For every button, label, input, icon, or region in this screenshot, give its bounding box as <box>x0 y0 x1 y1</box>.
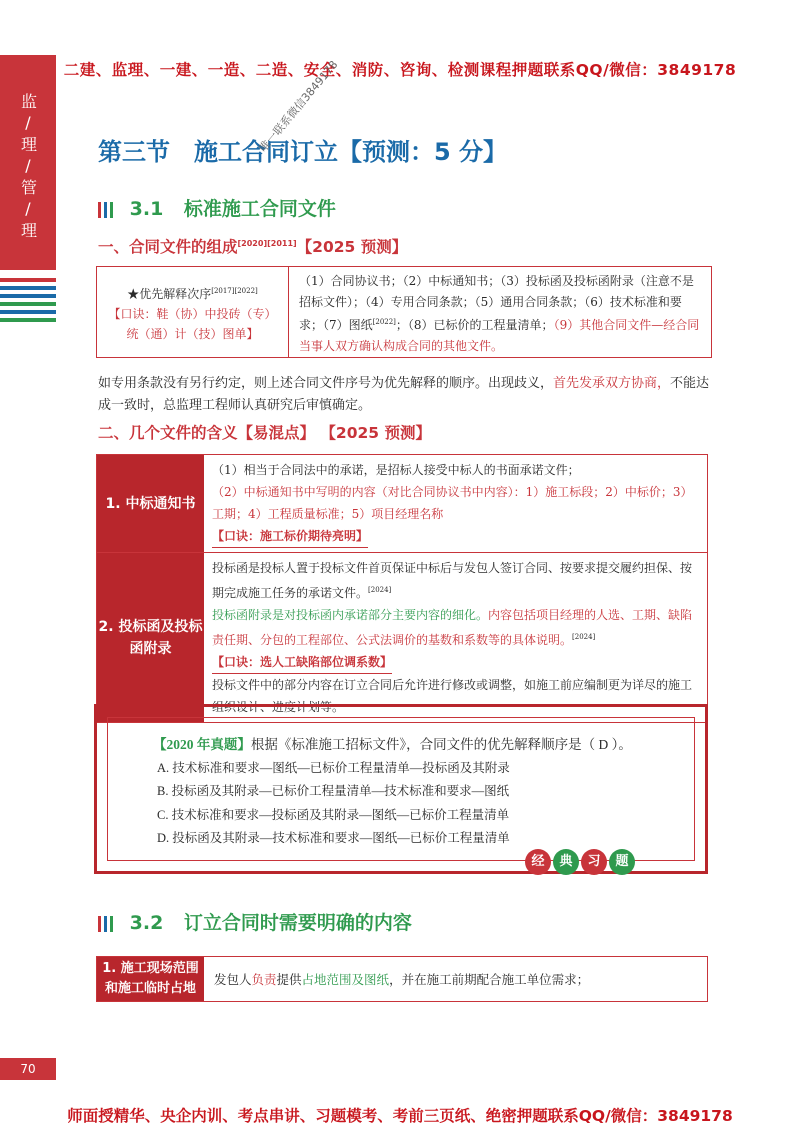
bars-icon <box>98 916 113 932</box>
subsection-title: 标准施工合同文件 <box>183 198 336 220</box>
subsection-title: 订立合同时需要明确的内容 <box>183 912 412 934</box>
content-text: 发包人 <box>214 972 252 987</box>
heading-doc-meanings <box>98 421 431 443</box>
side-chapter-tab: 监/理/管/理 <box>0 55 56 270</box>
exam-question-text: 根据《标准施工招标文件》，合同文件的优先解释顺序是（ D ）。 <box>250 737 632 752</box>
option-a: A. 技术标准和要求—图纸—已标价工程量清单—投标函及其附录 <box>157 760 510 775</box>
stripe <box>0 286 56 290</box>
stripe <box>0 294 56 298</box>
docs-list-text: （1）合同协议书；（2）中标通知书；（3）投标函及投标函附录（注意不是招标文件）；（4）专用合同条款；（5）通用合同条款；（6）技术标准和要求；（7）图纸 <box>299 274 694 332</box>
para-highlight: 首先发承双方协商， <box>553 375 671 390</box>
bottom-banner: 师面授精华、央企内训、考点串讲、习题模考、考前三页纸、绝密押题联系QQ/微信：3849178 <box>67 1107 733 1125</box>
stripe <box>0 302 56 306</box>
year-refs: [2020][2011] <box>237 238 297 248</box>
row-label: 2. 投标函及投标函附录 <box>97 553 204 722</box>
stripe <box>0 278 56 282</box>
year-ref: [2024] <box>572 633 596 641</box>
badge-char: 经 <box>525 849 551 875</box>
docs-list-cell <box>289 267 711 357</box>
para-text: 如专用条款没有另行约定，则上述合同文件序号为优先解释的顺序。出现歧义， <box>98 375 554 390</box>
badge-char: 典 <box>553 849 579 875</box>
bars-icon <box>98 202 113 218</box>
docs-list-text: ；（8）已标价的工程量清单； <box>395 318 554 332</box>
year-ref: [2022] <box>372 318 396 326</box>
content-highlight: 占地范围及图纸 <box>301 972 390 987</box>
content-line: （2）中标通知书中写明的内容（对比合同协议书中内容）：1）施工标段；2）中标价；3）工期；4）工程质量标准；5）项目经理名称 <box>212 485 693 521</box>
content-line: 投标函是投标人置于投标文件首页保证中标后与发包人签订合同、按要求提交履约担保、按期完成施工任务的承诺文件。 <box>212 561 693 600</box>
content-highlight: 负责 <box>251 972 277 987</box>
doc-meanings-table <box>96 454 708 723</box>
content-line: 投标文件中的部分内容在订立合同后允许进行修改或调整，如施工前应编制更为详尽的施工组织设计、进度计划等。 <box>212 678 693 714</box>
content-line: （1）相当于合同法中的承诺，是招标人接受中标人的书面承诺文件； <box>212 463 580 477</box>
subsection-number: 3.2 <box>129 912 164 934</box>
para-text: 不能达成一致时，总监理工程师认真研究后审慎确定。 <box>98 375 710 412</box>
year-ref: [2024] <box>368 586 392 594</box>
heading-text: 二、几个文件的含义【易混点】 <box>98 424 316 442</box>
contract-docs-table <box>96 266 712 358</box>
content-text: ，并在施工前期配合施工单位需求； <box>389 972 590 987</box>
content-highlight: 投标函附录是对投标函内承诺部分主要内容的细化。 <box>212 608 489 622</box>
row-label: 1. 施工现场范围和施工临时占地 <box>97 957 204 1001</box>
exam-question <box>153 733 683 851</box>
row-content <box>204 957 707 1001</box>
mnemonic-line: 统（通）计（技）图单】 <box>126 326 259 341</box>
priority-paragraph <box>98 372 718 416</box>
row-content <box>204 455 707 552</box>
option-b: B. 投标函及其附录—已标价工程量清单—技术标准和要求—图纸 <box>157 784 510 798</box>
page-number: 70 <box>0 1058 56 1080</box>
stripe <box>0 318 56 322</box>
heading-tag: 【2025 预测】 <box>320 424 431 442</box>
heading-contract-docs <box>98 235 407 257</box>
priority-label: ★优先解释次序 <box>127 286 212 301</box>
table-row <box>97 553 707 722</box>
badge-char: 习 <box>581 849 607 875</box>
table-row <box>97 455 707 553</box>
site-scope-table <box>96 956 708 1002</box>
mnemonic: 【口诀：施工标价期待亮明】 <box>212 525 368 548</box>
row-label: 1. 中标通知书 <box>97 455 204 552</box>
mnemonic-line: 【口诀：鞋（协）中投砖（专） <box>108 306 277 321</box>
content-text: 提供 <box>276 972 302 987</box>
option-d: D. 投标函及其附录—技术标准和要求—图纸—已标价工程量清单 <box>157 831 510 845</box>
priority-cell <box>97 267 289 357</box>
subsection-3-2 <box>98 908 412 935</box>
heading-text: 一、合同文件的组成 <box>98 238 238 256</box>
option-c: C. 技术标准和要求—投标函及其附录—图纸—已标价工程量清单 <box>157 807 510 822</box>
heading-tag: 【2025 预测】 <box>296 238 408 256</box>
exam-question-box <box>94 704 708 874</box>
stripe <box>0 310 56 314</box>
docs-list-highlight: （9）其他合同文件—经合同当事人双方确认构成合同的其他文件。 <box>299 318 700 353</box>
exam-year: 【2020 年真题】 <box>153 737 251 752</box>
watermark: 唯一联系微信3849178 <box>256 58 341 155</box>
top-banner: 二建、监理、一建、一造、二造、安全、消防、咨询、检测课程押题联系QQ/微信：3849178 <box>63 61 737 79</box>
subsection-3-1 <box>98 194 336 221</box>
subsection-number: 3.1 <box>129 198 164 220</box>
badge-char: 题 <box>609 849 635 875</box>
section-title: 第三节 施工合同订立【预测：5 分】 <box>98 138 508 166</box>
mnemonic: 【口诀：选人工缺陷部位调系数】 <box>212 651 392 674</box>
year-refs: [2017][2022] <box>211 286 258 295</box>
row-content <box>204 553 707 722</box>
content-highlight: 内容包括项目经理的人选、工期、缺陷责任期、分包的工程部位、公式法调价的基数和系数等的具体说明。 <box>212 608 693 647</box>
